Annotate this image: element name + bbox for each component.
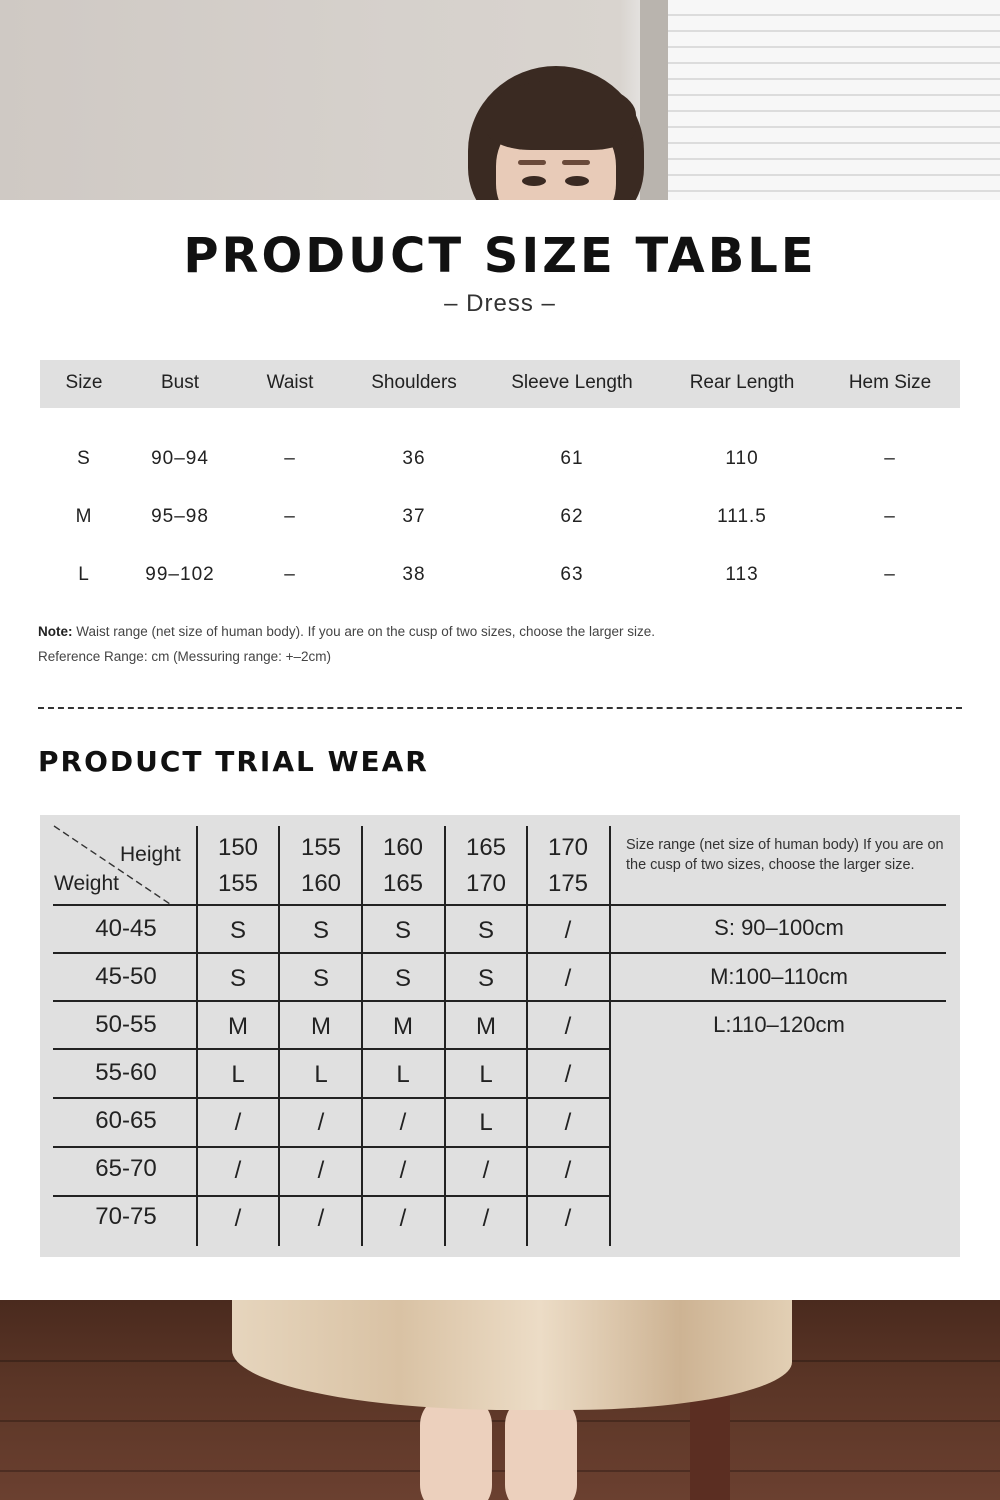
height-top: 165 [465, 834, 507, 861]
table-cell: – [884, 506, 896, 527]
size-cell: M [228, 1013, 248, 1040]
weight-axis-label: Weight [54, 872, 119, 895]
dress-skirt [232, 1300, 792, 1410]
height-header [527, 830, 609, 902]
size-cell: / [234, 1157, 242, 1184]
table-cell: – [284, 506, 296, 527]
size-cell: / [564, 1157, 572, 1184]
height-bottom: 160 [300, 870, 342, 897]
size-range-l: L:110–120cm [713, 1012, 845, 1037]
size-cell: / [564, 965, 572, 992]
model-photo-top [0, 0, 1000, 200]
note-label: Note: [38, 624, 73, 639]
size-cell: / [317, 1157, 325, 1184]
size-cell: / [564, 1109, 572, 1136]
page-title: PRODUCT SIZE TABLE [183, 228, 817, 284]
grid-hline [53, 1000, 946, 1002]
height-bottom: 170 [465, 870, 507, 897]
height-top: 150 [217, 834, 259, 861]
column-header: Waist [266, 372, 314, 393]
height-bottom: 165 [382, 870, 424, 897]
size-cell: / [317, 1205, 325, 1232]
size-cell: / [399, 1109, 407, 1136]
size-cell: M [393, 1013, 413, 1040]
grid-hline [53, 904, 946, 906]
size-cell: / [482, 1157, 490, 1184]
size-note [38, 624, 655, 639]
table-cell: M [75, 506, 93, 527]
table-cell: 111.5 [717, 506, 767, 527]
size-cell: L [314, 1061, 328, 1088]
model-leg-left [420, 1395, 492, 1500]
model-brow-right [562, 160, 590, 165]
model-eye-right [565, 176, 589, 186]
size-cell: L [479, 1061, 493, 1088]
size-cell: S [477, 917, 494, 944]
size-table-header [40, 360, 960, 408]
table-cell: L [78, 564, 90, 585]
model-leg-right [505, 1395, 577, 1500]
size-cell: / [482, 1205, 490, 1232]
model-brow-left [518, 160, 546, 165]
height-header [362, 830, 444, 902]
size-cell: / [564, 1061, 572, 1088]
reference-range-note: Reference Range: cm (Messuring range: +–2cm) [38, 649, 332, 664]
table-cell: 63 [560, 564, 584, 585]
size-cell: S [312, 965, 329, 992]
weight-label: 40-45 [95, 915, 157, 942]
size-cell: L [479, 1109, 493, 1136]
size-cell: S [477, 965, 494, 992]
size-cell: / [399, 1205, 407, 1232]
size-range-note: Size range (net size of human body) If you are on the cusp of two sizes, choose the larger size. [626, 837, 944, 873]
size-cell: S [394, 965, 411, 992]
size-cell: / [564, 917, 572, 944]
grid-hline [53, 1097, 610, 1099]
weight-label: 45-50 [95, 963, 157, 990]
weight-label: 55-60 [95, 1059, 157, 1086]
table-cell: – [284, 448, 296, 469]
table-cell: – [884, 448, 896, 469]
height-bottom: 175 [547, 870, 589, 897]
weight-label: 70-75 [95, 1203, 157, 1230]
grid-hline [53, 1146, 610, 1148]
height-top: 160 [382, 834, 424, 861]
table-cell: – [284, 564, 296, 585]
size-cell: / [234, 1109, 242, 1136]
table-cell: 62 [560, 506, 584, 527]
size-cell: S [229, 965, 246, 992]
table-cell: 110 [725, 448, 759, 469]
height-top: 155 [300, 834, 342, 861]
grid-vline [609, 826, 611, 1246]
note-text: Waist range (net size of human body). If you are on the cusp of two sizes, choose the larger size. [72, 624, 656, 639]
floor-plank-line [0, 1420, 1000, 1422]
grid-hline [53, 952, 946, 954]
height-header [445, 830, 527, 902]
column-header: Shoulders [371, 372, 457, 393]
column-header: Hem Size [848, 372, 932, 393]
floor-plank-line [0, 1470, 1000, 1472]
table-cell: 99–102 [145, 564, 215, 585]
size-cell: M [311, 1013, 331, 1040]
table-cell: 95–98 [151, 506, 209, 527]
size-range-m: M:100–110cm [710, 964, 848, 989]
dashed-divider [38, 707, 962, 709]
trial-section-title: PRODUCT TRIAL WEAR [38, 745, 429, 778]
size-cell: / [234, 1205, 242, 1232]
size-cell: S [312, 917, 329, 944]
size-cell: M [476, 1013, 496, 1040]
table-cell: 36 [402, 448, 426, 469]
table-cell: 37 [402, 506, 426, 527]
table-cell: 38 [402, 564, 426, 585]
table-cell: 61 [560, 448, 584, 469]
weight-label: 50-55 [95, 1011, 157, 1038]
size-cell: S [229, 917, 246, 944]
model-photo-bottom [0, 1300, 1000, 1500]
model-eye-left [522, 176, 546, 186]
size-cell: / [564, 1205, 572, 1232]
size-range-s: S: 90–100cm [714, 915, 844, 940]
size-cell: L [231, 1061, 245, 1088]
weight-label: 60-65 [95, 1107, 157, 1134]
window-blind [668, 0, 1000, 200]
grid-hline [53, 1048, 610, 1050]
size-cell: S [394, 917, 411, 944]
height-header [197, 830, 279, 902]
model-fringe [486, 80, 636, 150]
column-header: Rear Length [689, 372, 795, 393]
size-cell: / [564, 1013, 572, 1040]
size-cell: / [399, 1157, 407, 1184]
table-cell: 90–94 [151, 448, 209, 469]
table-cell: 113 [725, 564, 759, 585]
height-header [280, 830, 362, 902]
weight-label: 65-70 [95, 1155, 157, 1182]
height-bottom: 155 [217, 870, 259, 897]
column-header: Size [65, 372, 103, 393]
column-header: Sleeve Length [511, 372, 633, 393]
grid-hline [53, 1195, 610, 1197]
wall-shadow [640, 0, 668, 200]
size-cell: L [396, 1061, 410, 1088]
page-subtitle: – Dress – [444, 290, 556, 317]
size-cell: / [317, 1109, 325, 1136]
table-cell: S [77, 448, 91, 469]
height-axis-label: Height [120, 843, 181, 866]
column-header: Bust [160, 372, 200, 393]
height-top: 170 [547, 834, 589, 861]
table-cell: – [884, 564, 896, 585]
